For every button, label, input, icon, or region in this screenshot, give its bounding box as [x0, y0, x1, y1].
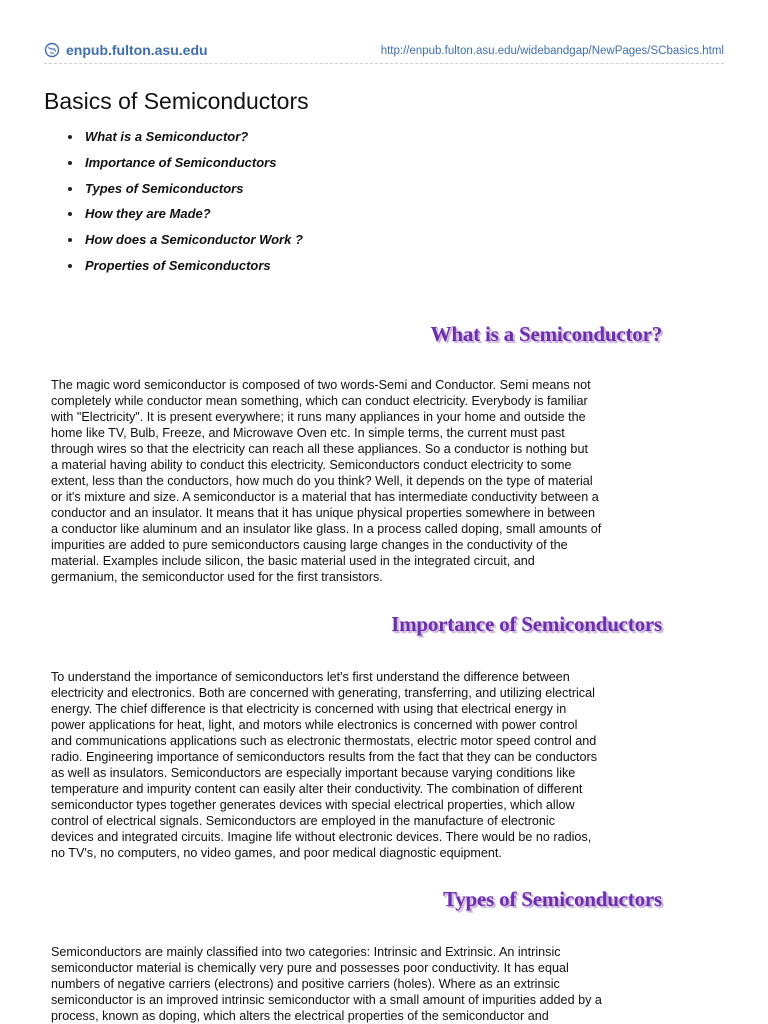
text-line: germanium, the semiconductor used for the first transistors.: [51, 570, 383, 584]
bullet-icon: [68, 238, 72, 242]
text-line: numbers of negative carriers (electrons) and positive carriers (holes). Where as an extrinsic: [51, 977, 560, 991]
text-line: temperature and impurity content can easily alter their conductivity. The combination of different: [51, 782, 583, 796]
toc-item-label: Types of Semiconductors: [85, 180, 244, 196]
section-heading-importance: Importance of Semiconductors: [391, 612, 662, 636]
text-line: semiconductor is an improved intrinsic semiconductor with a small amount of impurities added by a: [51, 993, 602, 1007]
text-line: extent, less than the conductors, how much do you think? Well, it depends on the type of material: [51, 474, 593, 488]
text-line: a material having ability to conduct this electricity. Semiconductors conduct electricity to some: [51, 458, 572, 472]
text-line: control of electrical signals. Semiconductors are employed in the manufacture of electronic: [51, 814, 556, 828]
toc-item-types[interactable]: [64, 180, 303, 206]
text-line: To understand the importance of semiconductors let's first understand the difference between: [51, 670, 570, 684]
text-line: Semiconductors are mainly classified into two categories: Intrinsic and Extrinsic. An intrinsic: [51, 945, 561, 959]
text-line: semiconductor material is chemically very pure and possesses poor conductivity. It has equal: [51, 961, 569, 975]
bullet-icon: [68, 187, 72, 191]
source-url[interactable]: http://enpub.fulton.asu.edu/widebandgap/NewPages/SCbasics.html: [380, 45, 724, 57]
bullet-icon: [68, 264, 72, 268]
toc-item-what-is[interactable]: [64, 128, 303, 154]
toc-item-properties[interactable]: [64, 257, 303, 283]
toc-item-label: Properties of Semiconductors: [85, 257, 271, 273]
bullet-icon: [68, 135, 72, 139]
text-line: devices and integrated circuits. Imagine life without electronic devices. There would be no radios,: [51, 830, 592, 844]
text-line: or it's mixture and size. A semiconductor is a material that has intermediate conductivity between a: [51, 490, 599, 504]
text-line: with "Electricity". It is present everywhere; it runs many appliances in your home and outside the: [51, 410, 586, 424]
section-heading-what-is: What is a Semiconductor?: [430, 322, 662, 346]
header-divider: [44, 63, 724, 64]
text-line: home like TV, Bulb, Freeze, and Microwave Oven etc. In simple terms, the current must past: [51, 426, 565, 440]
page-header: [44, 42, 724, 62]
text-line: The magic word semiconductor is composed of two words-Semi and Conductor. Semi means not: [51, 378, 591, 392]
site-name: enpub.fulton.asu.edu: [66, 42, 208, 58]
page-title: Basics of Semiconductors: [44, 88, 309, 114]
table-of-contents: [64, 128, 303, 283]
text-line: energy. The chief difference is that electricity is concerned with using that electrical energy in: [51, 702, 567, 716]
toc-item-how-made[interactable]: [64, 205, 303, 231]
text-line: material. Examples include silicon, the basic material used in the integrated circuit, and: [51, 554, 535, 568]
text-line: impurities are added to pure semiconductors causing large changes in the conductivity of the: [51, 538, 568, 552]
toc-item-label: How does a Semiconductor Work ?: [85, 232, 303, 248]
section-body-importance: [51, 669, 671, 861]
toc-item-how-work[interactable]: [64, 231, 303, 257]
text-line: as well as insulators. Semiconductors are especially important because varying conditions like: [51, 766, 576, 780]
text-line: semiconductor types together generates devices with special electrical properties, which allow: [51, 798, 575, 812]
section-heading-types: Types of Semiconductors: [442, 887, 662, 911]
text-line: conductor and an insulator. It means that it has unique physical properties somewhere in between: [51, 506, 595, 520]
text-line: through wires so that the electricity can reach all these appliances. So a conductor is nothing but: [51, 442, 588, 456]
toc-item-label: What is a Semiconductor?: [85, 129, 249, 144]
text-line: completely while conductor mean something, which can conduct electricity. Everybody is familiar: [51, 394, 588, 408]
toc-item-label: Importance of Semiconductors: [85, 154, 277, 170]
text-line: no TV's, no computers, no video games, and poor medical diagnostic equipment.: [51, 846, 502, 860]
toc-item-importance[interactable]: [64, 154, 303, 180]
text-line: power applications for heat, light, and motors while electronics is concerned with power control: [51, 718, 578, 732]
text-line: and communications applications such as electronic thermostats, electric motor speed control and: [51, 734, 597, 748]
toc-item-label: How they are Made?: [85, 206, 211, 222]
bullet-icon: [68, 212, 72, 216]
text-line: electricity and electronics. Both are concerned with generating, transferring, and utilizing electrical: [51, 686, 595, 700]
section-body-types: [51, 944, 671, 1024]
text-line: radio. Engineering importance of semiconductors results from the fact that they can be conductors: [51, 750, 598, 764]
bullet-icon: [68, 161, 72, 165]
section-body-what-is: [51, 377, 671, 585]
text-line: a conductor like aluminum and an insulator like glass. In a process called doping, small amounts of: [51, 522, 602, 536]
globe-icon: [44, 42, 60, 58]
text-line: process, known as doping, which alters the electrical properties of the semiconductor and: [51, 1009, 549, 1023]
site-brand[interactable]: [44, 42, 208, 58]
